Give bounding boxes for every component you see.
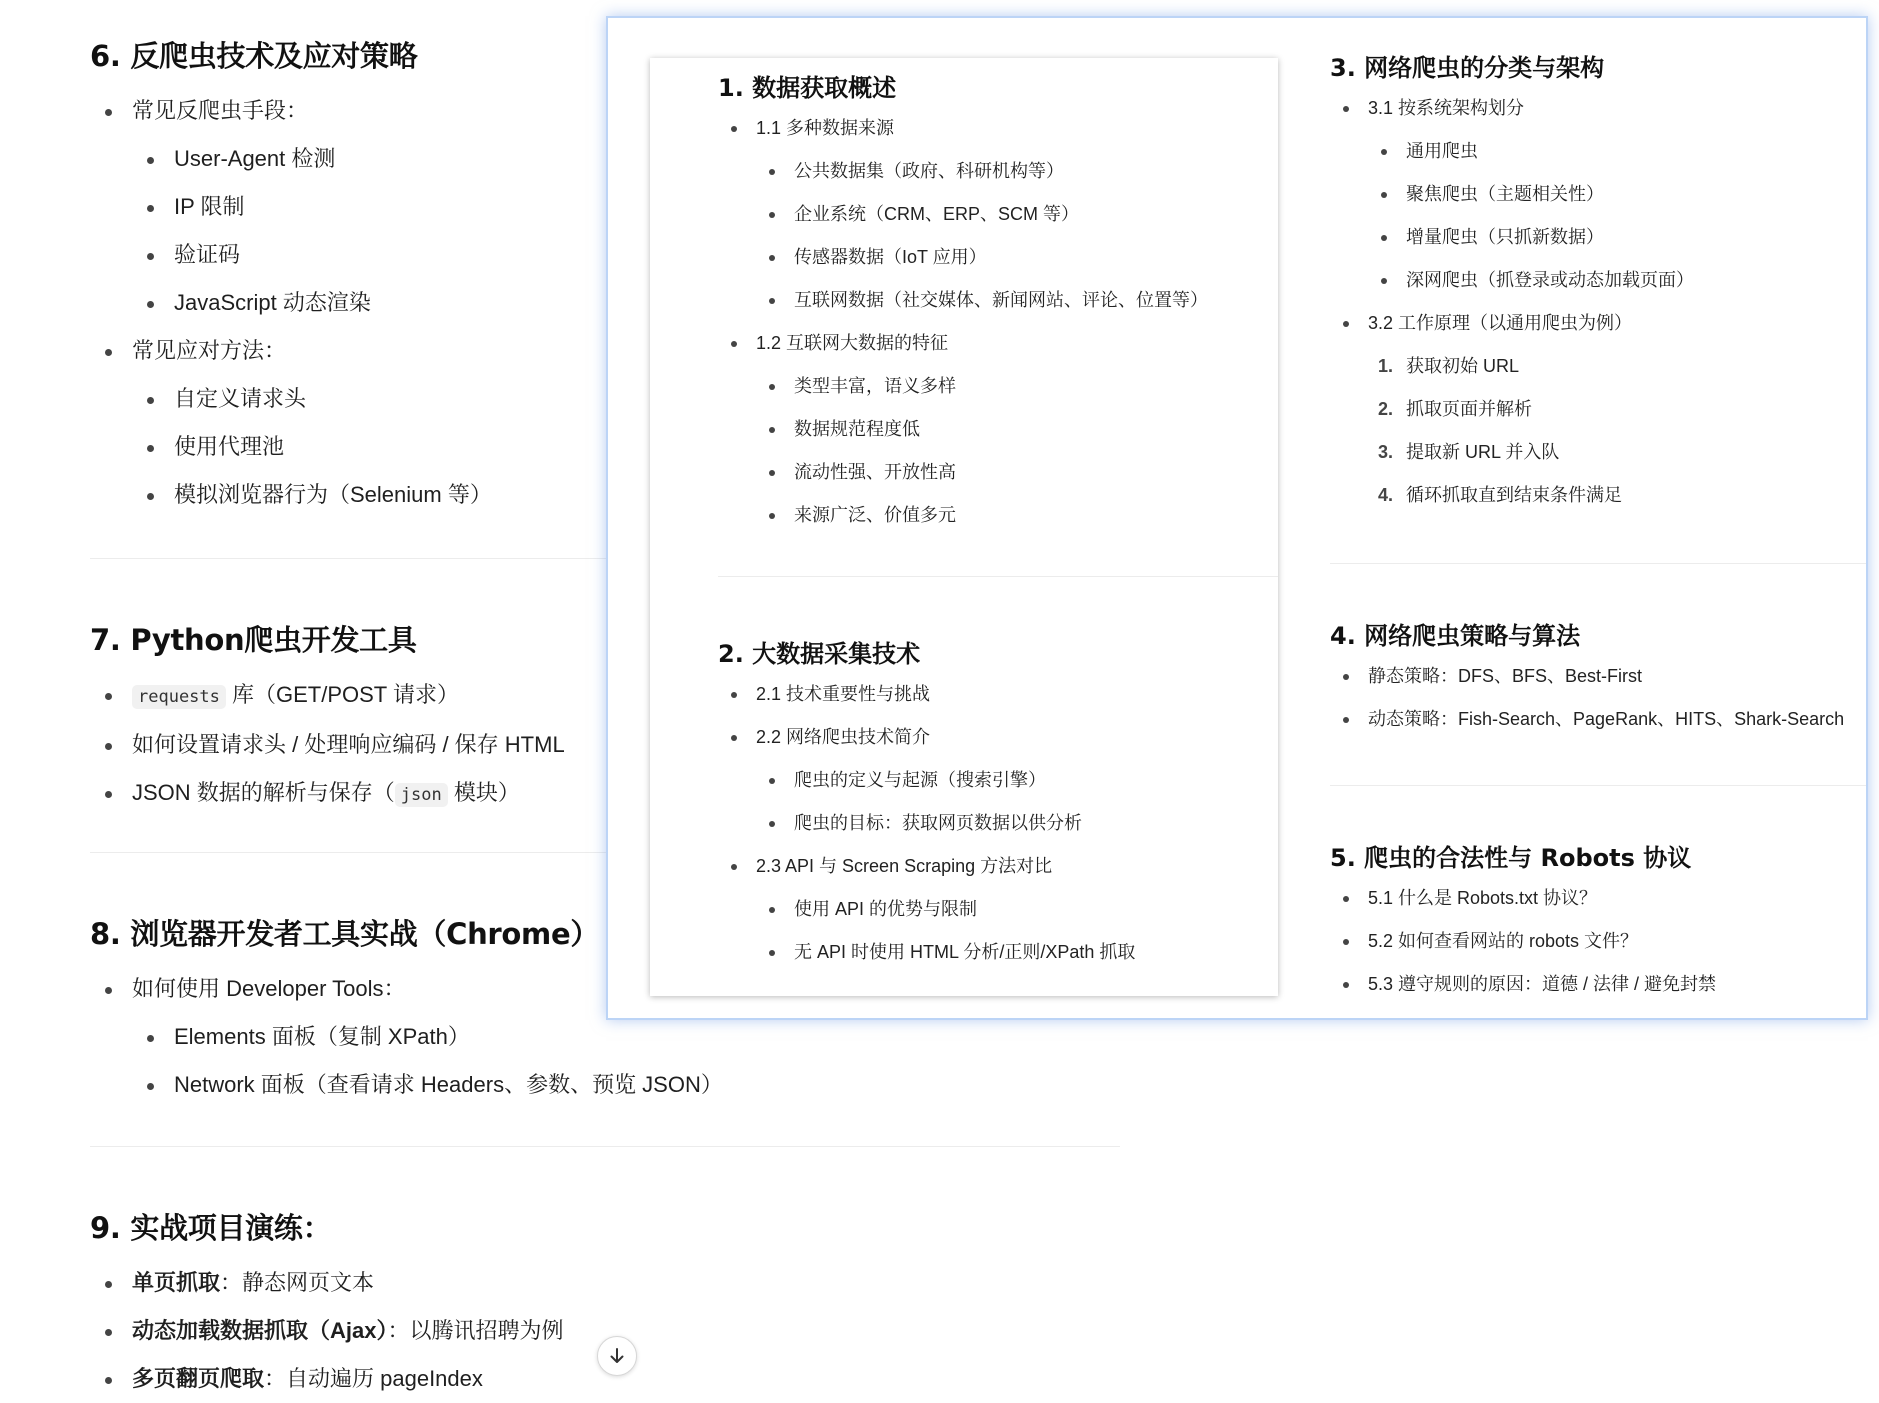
list-item-text: 库（GET/POST 请求） xyxy=(225,682,459,707)
list-item: 增量爬虫（只抓新数据） xyxy=(1330,216,1850,259)
list-item: 深网爬虫（抓登录或动态加载页面） xyxy=(1330,259,1850,302)
list-item: IP 限制 xyxy=(90,183,610,231)
list-item: 3.1 按系统架构划分 xyxy=(1330,87,1850,130)
list-item: 5.1 什么是 Robots.txt 协议？ xyxy=(1330,877,1850,920)
list-item: 公共数据集（政府、科研机构等） xyxy=(718,150,1258,193)
step-text: 抓取页面并解析 xyxy=(1406,399,1532,419)
list-item xyxy=(90,87,610,135)
list-item xyxy=(1330,345,1850,388)
list-item-bold: 单页抓取 xyxy=(132,1270,221,1295)
list-item: 爬虫的定义与起源（搜索引擎） xyxy=(718,759,1258,802)
overlay-section-1-title: 1. 数据获取概述 xyxy=(718,74,897,102)
list-item: 无 API 时使用 HTML 分析/正则/XPath 抓取 xyxy=(718,931,1258,974)
section-6-title: 6. 反爬虫技术及应对策略 xyxy=(90,39,418,73)
list-item-text: 常见应对方法： xyxy=(132,338,287,363)
list-item-text: JSON 数据的解析与保存（ xyxy=(132,780,395,805)
inline-code: requests xyxy=(132,685,226,709)
overlay-section-3 xyxy=(1330,48,1850,517)
list-item: 自定义请求头 xyxy=(90,375,610,423)
step-number: 4. xyxy=(1378,485,1394,505)
overlay-section-1 xyxy=(718,68,1258,537)
step-number: 1. xyxy=(1378,356,1394,376)
list-item-text: ：自动遍历 pageIndex xyxy=(264,1366,483,1391)
list-item xyxy=(1330,431,1850,474)
list-item: 5.2 如何查看网站的 robots 文件？ xyxy=(1330,920,1850,963)
list-item xyxy=(1330,474,1850,517)
overlay-section-5 xyxy=(1330,838,1850,1006)
list-item: Elements 面板（复制 XPath） xyxy=(90,1013,1120,1061)
list-item-bold: 动态加载数据抓取（Ajax） xyxy=(132,1318,388,1343)
list-item: 静态策略：DFS、BFS、Best-First xyxy=(1330,655,1868,698)
list-item: 如何使用 Developer Tools： xyxy=(90,965,1120,1013)
list-item: 来源广泛、价值多元 xyxy=(718,494,1258,537)
list-item: 3.2 工作原理（以通用爬虫为例） xyxy=(1330,302,1850,345)
preview-card xyxy=(650,58,1278,996)
list-item xyxy=(90,769,610,819)
inline-code: json xyxy=(395,783,448,807)
list-item: 企业系统（CRM、ERP、SCM 等） xyxy=(718,193,1258,236)
section-7 xyxy=(90,618,610,819)
list-item-text: 模块） xyxy=(447,780,520,805)
section-7-title: 7. Python爬虫开发工具 xyxy=(90,623,417,657)
list-item: 聚焦爬虫（主题相关性） xyxy=(1330,173,1850,216)
list-item: 类型丰富，语义多样 xyxy=(718,365,1258,408)
section-9 xyxy=(90,1206,1120,1403)
list-item: 传感器数据（IoT 应用） xyxy=(718,236,1258,279)
overlay-section-5-title: 5. 爬虫的合法性与 Robots 协议 xyxy=(1330,844,1692,872)
divider xyxy=(90,558,610,559)
overlay-section-2 xyxy=(718,634,1258,974)
step-number: 2. xyxy=(1378,399,1394,419)
step-text: 提取新 URL 并入队 xyxy=(1406,442,1560,462)
section-8-title: 8. 浏览器开发者工具实战（Chrome） xyxy=(90,917,600,951)
list-item: 数据规范程度低 xyxy=(718,408,1258,451)
list-item: 如何设置请求头 / 处理响应编码 / 保存 HTML xyxy=(90,721,610,769)
list-item-text: ：以腾讯招聘为例 xyxy=(387,1318,564,1343)
list-item-bold: 多页翻页爬取 xyxy=(132,1366,265,1391)
arrow-down-icon xyxy=(607,1346,627,1366)
list-item xyxy=(90,1259,1120,1307)
list-item-text: 常见反爬虫手段： xyxy=(132,98,309,123)
step-number: 3. xyxy=(1378,442,1394,462)
divider xyxy=(718,576,1278,577)
section-9-title: 9. 实战项目演练： xyxy=(90,1211,332,1245)
overlay-section-4-title: 4. 网络爬虫策略与算法 xyxy=(1330,622,1581,650)
section-6 xyxy=(90,34,610,519)
list-item xyxy=(90,327,610,375)
list-item: 使用 API 的优势与限制 xyxy=(718,888,1258,931)
list-item: 互联网数据（社交媒体、新闻网站、评论、位置等） xyxy=(718,279,1258,322)
overlay-section-3-title: 3. 网络爬虫的分类与架构 xyxy=(1330,54,1605,82)
list-item: 1.2 互联网大数据的特征 xyxy=(718,322,1258,365)
divider xyxy=(90,852,610,853)
list-item: Network 面板（查看请求 Headers、参数、预览 JSON） xyxy=(90,1061,1120,1109)
list-item: 2.1 技术重要性与挑战 xyxy=(718,673,1258,716)
list-item: 使用代理池 xyxy=(90,423,610,471)
list-item: 通用爬虫 xyxy=(1330,130,1850,173)
list-item-text: ：静态网页文本 xyxy=(220,1270,375,1295)
overlay-section-2-title: 2. 大数据采集技术 xyxy=(718,640,921,668)
list-item: 2.2 网络爬虫技术简介 xyxy=(718,716,1258,759)
scroll-down-button[interactable] xyxy=(597,1336,637,1376)
list-item: 动态策略：Fish-Search、PageRank、HITS、Shark-Search xyxy=(1330,698,1868,741)
list-item: 爬虫的目标：获取网页数据以供分析 xyxy=(718,802,1258,845)
preview-overlay[interactable] xyxy=(606,16,1868,1020)
list-item: 1.1 多种数据来源 xyxy=(718,107,1258,150)
list-item: 5.3 遵守规则的原因：道德 / 法律 / 避免封禁 xyxy=(1330,963,1850,1006)
step-text: 获取初始 URL xyxy=(1406,356,1520,376)
divider xyxy=(90,1146,1120,1147)
list-item xyxy=(1330,388,1850,431)
list-item: 模拟浏览器行为（Selenium 等） xyxy=(90,471,610,519)
list-item: 2.3 API 与 Screen Scraping 方法对比 xyxy=(718,845,1258,888)
divider xyxy=(1330,563,1868,564)
list-item: 验证码 xyxy=(90,231,610,279)
overlay-section-4 xyxy=(1330,616,1868,741)
list-item: 流动性强、开放性高 xyxy=(718,451,1258,494)
list-item: User-Agent 检测 xyxy=(90,135,610,183)
list-item: JavaScript 动态渲染 xyxy=(90,279,610,327)
divider xyxy=(1330,785,1868,786)
step-text: 循环抓取直到结束条件满足 xyxy=(1406,485,1622,505)
list-item xyxy=(90,671,610,721)
